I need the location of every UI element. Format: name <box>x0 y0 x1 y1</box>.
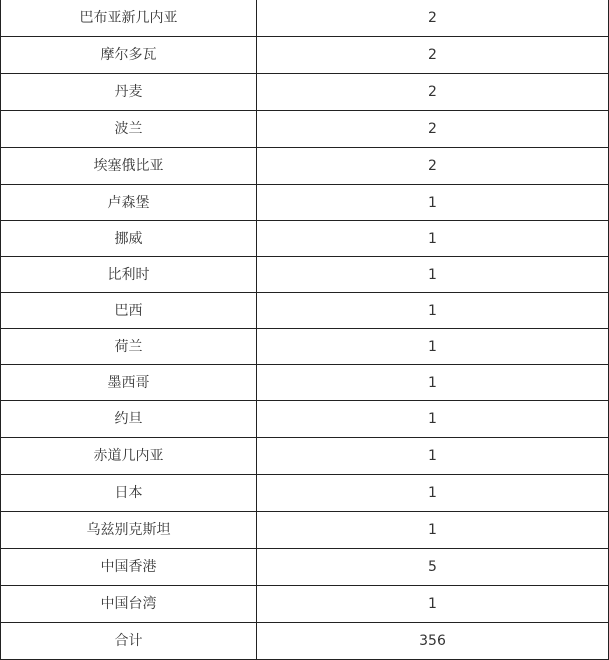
region-cell: 日本 <box>1 475 257 512</box>
table-row <box>1 586 609 623</box>
region-cell: 乌兹别克斯坦 <box>1 512 257 549</box>
count-cell: 1 <box>257 438 609 475</box>
total-count-cell: 356 <box>257 623 609 660</box>
count-cell: 1 <box>257 257 609 293</box>
count-cell: 2 <box>257 0 609 37</box>
count-cell: 1 <box>257 365 609 401</box>
region-cell: 挪威 <box>1 221 257 257</box>
count-cell: 1 <box>257 475 609 512</box>
table-row <box>1 74 609 111</box>
table-row <box>1 221 609 257</box>
table-row <box>1 185 609 221</box>
region-cell: 波兰 <box>1 111 257 148</box>
count-cell: 2 <box>257 37 609 74</box>
region-cell: 巴西 <box>1 293 257 329</box>
table-row <box>1 293 609 329</box>
table-row <box>1 148 609 185</box>
region-cell: 中国香港 <box>1 549 257 586</box>
table-total-row <box>1 623 609 660</box>
table-row <box>1 438 609 475</box>
region-cell: 赤道几内亚 <box>1 438 257 475</box>
region-cell: 埃塞俄比亚 <box>1 148 257 185</box>
region-cell: 墨西哥 <box>1 365 257 401</box>
table-row <box>1 37 609 74</box>
table-row <box>1 365 609 401</box>
region-cell: 比利时 <box>1 257 257 293</box>
count-cell: 1 <box>257 586 609 623</box>
table-row <box>1 329 609 365</box>
table-row <box>1 0 609 37</box>
count-cell: 2 <box>257 111 609 148</box>
count-cell: 1 <box>257 221 609 257</box>
count-cell: 2 <box>257 74 609 111</box>
region-cell: 巴布亚新几内亚 <box>1 0 257 37</box>
total-label-cell: 合计 <box>1 623 257 660</box>
table-body <box>1 0 609 660</box>
count-cell: 1 <box>257 293 609 329</box>
table-row <box>1 401 609 438</box>
table-row <box>1 549 609 586</box>
region-cell: 约旦 <box>1 401 257 438</box>
count-cell: 2 <box>257 148 609 185</box>
table-row <box>1 111 609 148</box>
table-row <box>1 512 609 549</box>
region-cell: 卢森堡 <box>1 185 257 221</box>
count-cell: 5 <box>257 549 609 586</box>
region-cell: 荷兰 <box>1 329 257 365</box>
region-cell: 丹麦 <box>1 74 257 111</box>
count-cell: 1 <box>257 401 609 438</box>
region-cell: 摩尔多瓦 <box>1 37 257 74</box>
count-cell: 1 <box>257 185 609 221</box>
table-row <box>1 257 609 293</box>
table-row <box>1 475 609 512</box>
count-cell: 1 <box>257 512 609 549</box>
region-cell: 中国台湾 <box>1 586 257 623</box>
count-cell: 1 <box>257 329 609 365</box>
